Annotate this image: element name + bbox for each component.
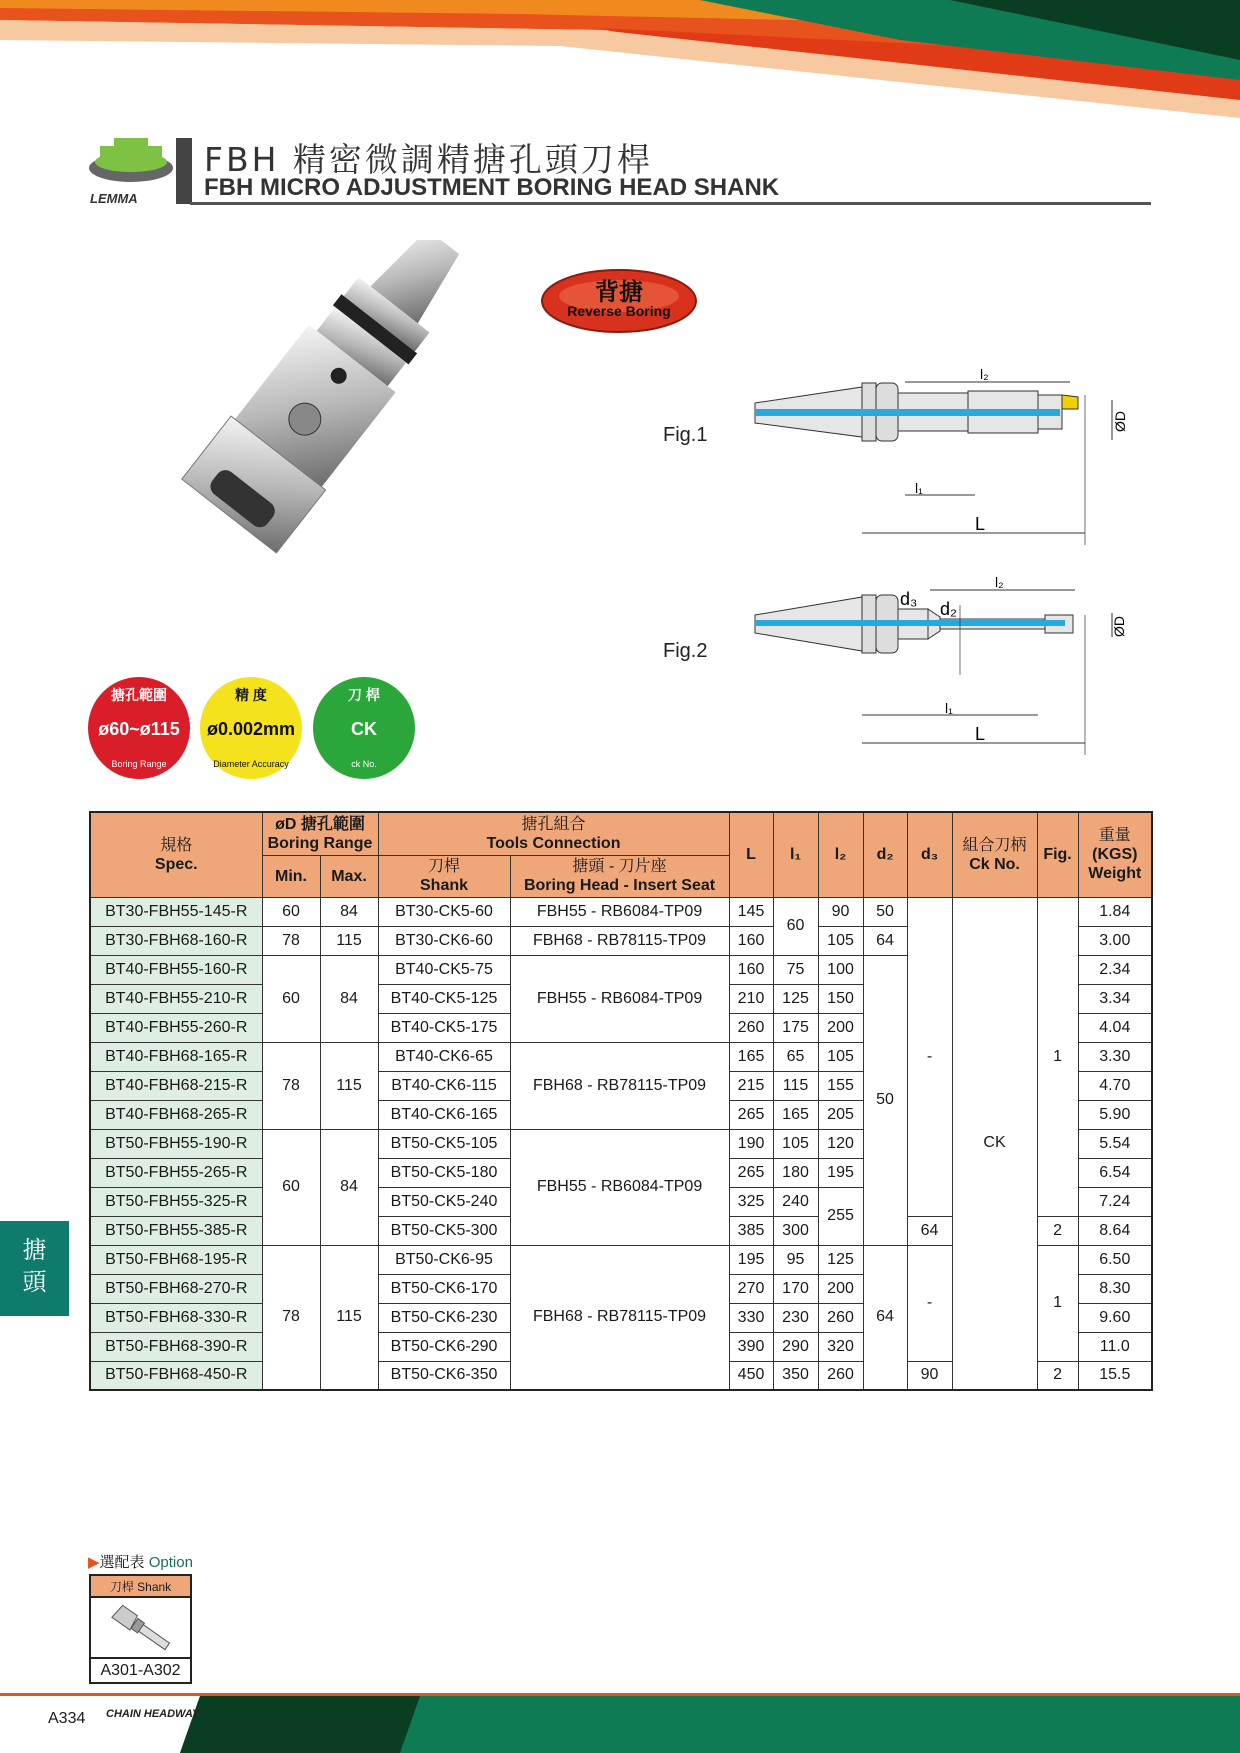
cell-max: 84: [320, 955, 378, 1042]
th-weight-unit: (KGS): [1092, 846, 1138, 864]
th-L: L: [729, 812, 773, 897]
cell-spec: BT50-FBH55-265-R: [90, 1158, 262, 1187]
badge-accuracy-top: 精 度: [235, 687, 267, 703]
cell-weight: 2.34: [1078, 955, 1152, 984]
footer-bar: [0, 1693, 1240, 1753]
option-shank-ref: A301-A302: [91, 1657, 190, 1682]
cell-l2: 320: [818, 1332, 863, 1361]
th-ck-cn: 組合刀柄: [962, 836, 1027, 854]
fig1-l1-label: l₁: [915, 480, 923, 496]
triangle-icon: ▶: [88, 1554, 100, 1571]
cell-max: 84: [320, 897, 378, 926]
cell-l1: 290: [773, 1332, 818, 1361]
cell-l1: 350: [773, 1361, 818, 1390]
cell-weight: 4.70: [1078, 1071, 1152, 1100]
cell-l2: 125: [818, 1245, 863, 1274]
cell-L: 330: [729, 1303, 773, 1332]
cell-l2: 155: [818, 1071, 863, 1100]
cell-spec: BT40-FBH68-165-R: [90, 1042, 262, 1071]
cell-l2: 105: [818, 926, 863, 955]
cell-weight: 5.54: [1078, 1129, 1152, 1158]
badge-accuracy: [200, 677, 302, 779]
th-l2: l₂: [818, 812, 863, 897]
fig2-l1-label: l₁: [945, 700, 953, 716]
reverse-boring-cn: 背搪: [595, 278, 643, 306]
cell-l2: 105: [818, 1042, 863, 1071]
cell-l2: 260: [818, 1361, 863, 1390]
th-weight-en: Weight: [1088, 865, 1142, 883]
th-spec: [90, 812, 262, 897]
cell-shank: BT50-CK6-230: [378, 1303, 510, 1332]
th-ck: [952, 812, 1037, 897]
cell-d3: -: [907, 1245, 952, 1361]
cell-l1: 180: [773, 1158, 818, 1187]
cell-L: 145: [729, 897, 773, 926]
chain-headway-logo: [106, 1709, 199, 1719]
cell-shank: BT40-CK5-75: [378, 955, 510, 984]
reverse-boring-en: Reverse Boring: [567, 303, 671, 319]
cell-weight: 5.90: [1078, 1100, 1152, 1129]
cell-weight: 3.34: [1078, 984, 1152, 1013]
badge-boring-range-main: ø60~ø115: [98, 719, 180, 739]
cell-head: FBH55 - RB6084-TP09: [510, 955, 729, 1042]
cell-spec: BT50-FBH55-190-R: [90, 1129, 262, 1158]
fig2-D-label: ØD: [1111, 616, 1127, 637]
cell-L: 390: [729, 1332, 773, 1361]
cell-l1: 105: [773, 1129, 818, 1158]
th-head: [510, 855, 729, 897]
option-shank-card[interactable]: [89, 1574, 192, 1684]
th-range: [262, 812, 378, 855]
th-range-cn: øD 搪孔範圍: [275, 815, 365, 833]
cell-L: 265: [729, 1100, 773, 1129]
th-tools-cn: 搪孔組合: [521, 815, 586, 833]
cell-l2: 120: [818, 1129, 863, 1158]
cell-min: 78: [262, 1042, 320, 1129]
fig2-label: Fig.2: [663, 640, 708, 662]
cell-spec: BT40-FBH55-210-R: [90, 984, 262, 1013]
cell-spec: BT50-FBH68-195-R: [90, 1245, 262, 1274]
cell-shank: BT50-CK6-350: [378, 1361, 510, 1390]
th-d3: d₃: [907, 812, 952, 897]
fig1-D-label: ØD: [1112, 411, 1128, 432]
badge-ck: [313, 677, 415, 779]
cell-l1: 65: [773, 1042, 818, 1071]
cell-min: 60: [262, 1129, 320, 1245]
cell-fig: 1: [1037, 897, 1078, 1216]
th-tools-en: Tools Connection: [486, 834, 621, 852]
cell-shank: BT50-CK5-240: [378, 1187, 510, 1216]
fig1-l2-label: l₂: [980, 366, 989, 382]
cell-d3: 64: [907, 1216, 952, 1245]
lemma-logo: [86, 132, 176, 207]
product-photo: [150, 240, 570, 580]
cell-shank: BT50-CK6-95: [378, 1245, 510, 1274]
cell-l1: 75: [773, 955, 818, 984]
cell-L: 210: [729, 984, 773, 1013]
fig2-drawing: [750, 575, 1140, 755]
cell-max: 115: [320, 1042, 378, 1129]
th-spec-en: Spec.: [154, 855, 198, 873]
cell-spec: BT50-FBH68-270-R: [90, 1274, 262, 1303]
cell-spec: BT50-FBH68-450-R: [90, 1361, 262, 1390]
cell-l1: 230: [773, 1303, 818, 1332]
badge-boring-range: [88, 677, 190, 779]
cell-l2: 200: [818, 1274, 863, 1303]
badge-ck-top: 刀 桿: [348, 687, 380, 703]
cell-spec: BT50-FBH55-325-R: [90, 1187, 262, 1216]
cell-shank: BT50-CK5-300: [378, 1216, 510, 1245]
cell-shank: BT40-CK6-65: [378, 1042, 510, 1071]
cell-weight: 1.84: [1078, 897, 1152, 926]
cell-weight: 8.30: [1078, 1274, 1152, 1303]
cell-head: FBH55 - RB6084-TP09: [510, 1129, 729, 1245]
cell-shank: BT40-CK5-175: [378, 1013, 510, 1042]
cell-weight: 6.54: [1078, 1158, 1152, 1187]
cell-shank: BT30-CK5-60: [378, 897, 510, 926]
option-title-en: Option: [148, 1554, 193, 1571]
fig1-L-label: L: [975, 514, 986, 534]
cell-l2: 205: [818, 1100, 863, 1129]
option-title: [88, 1551, 193, 1572]
cell-d3: -: [907, 897, 952, 1216]
badge-ck-main: CK: [351, 719, 377, 739]
table-row: [90, 897, 1152, 926]
cell-d2: 64: [863, 1245, 907, 1390]
spec-table: [89, 811, 1153, 1391]
cell-min: 60: [262, 955, 320, 1042]
side-tab-line2: 頭: [22, 1269, 47, 1296]
cell-shank: BT30-CK6-60: [378, 926, 510, 955]
cell-L: 325: [729, 1187, 773, 1216]
cell-weight: 11.0: [1078, 1332, 1152, 1361]
cell-fig: 2: [1037, 1361, 1078, 1390]
th-head-en: Boring Head - Insert Seat: [523, 877, 716, 894]
th-shank-en: Shank: [420, 877, 469, 894]
cell-min: 78: [262, 926, 320, 955]
cell-shank: BT40-CK6-115: [378, 1071, 510, 1100]
cell-l2: 255: [818, 1187, 863, 1245]
cell-spec: BT50-FBH68-390-R: [90, 1332, 262, 1361]
option-shank-head: 刀桿 Shank: [91, 1576, 190, 1598]
cell-max: 115: [320, 1245, 378, 1390]
th-tools: [378, 812, 729, 855]
cell-L: 450: [729, 1361, 773, 1390]
cell-spec: BT40-FBH55-260-R: [90, 1013, 262, 1042]
cell-min: 78: [262, 1245, 320, 1390]
cell-L: 160: [729, 955, 773, 984]
badge-ck-sub: ck No.: [351, 759, 377, 769]
cell-shank: BT50-CK5-180: [378, 1158, 510, 1187]
th-weight: [1078, 812, 1152, 897]
cell-l1: 170: [773, 1274, 818, 1303]
cell-shank: BT40-CK5-125: [378, 984, 510, 1013]
fig1-label: Fig.1: [663, 424, 708, 446]
cell-max: 115: [320, 926, 378, 955]
th-shank: [378, 855, 510, 897]
th-head-cn: 搪頭 - 刀片座: [572, 858, 667, 875]
cell-l1: 125: [773, 984, 818, 1013]
title-accent-bar: [176, 138, 192, 204]
cell-spec: BT40-FBH55-160-R: [90, 955, 262, 984]
page-title-en: FBH MICRO ADJUSTMENT BORING HEAD SHANK: [204, 174, 780, 201]
cell-L: 215: [729, 1071, 773, 1100]
cell-l2: 200: [818, 1013, 863, 1042]
cell-shank: BT50-CK5-105: [378, 1129, 510, 1158]
badge-accuracy-main: ø0.002mm: [206, 719, 296, 739]
cell-l1: 115: [773, 1071, 818, 1100]
cell-L: 385: [729, 1216, 773, 1245]
side-tab-line1: 搪: [22, 1237, 47, 1264]
cell-L: 165: [729, 1042, 773, 1071]
cell-spec: BT40-FBH68-215-R: [90, 1071, 262, 1100]
cell-head: FBH68 - RB78115-TP09: [510, 926, 729, 955]
cell-l1: 240: [773, 1187, 818, 1216]
title-rule: [190, 202, 1151, 205]
cell-head: FBH68 - RB78115-TP09: [510, 1042, 729, 1129]
page-number: A334: [48, 1710, 86, 1727]
cell-weight: 6.50: [1078, 1245, 1152, 1274]
cell-d2: 50: [863, 897, 907, 926]
th-spec-cn: 規格: [160, 836, 193, 854]
th-l1: l₁: [773, 812, 818, 897]
cell-weight: 3.30: [1078, 1042, 1152, 1071]
th-d2: d₂: [863, 812, 907, 897]
cell-fig: 2: [1037, 1216, 1078, 1245]
cell-max: 84: [320, 1129, 378, 1245]
cell-l2: 90: [818, 897, 863, 926]
cell-L: 265: [729, 1158, 773, 1187]
cell-l2: 100: [818, 955, 863, 984]
fig1-drawing: [750, 365, 1140, 545]
cell-weight: 9.60: [1078, 1303, 1152, 1332]
th-range-en: Boring Range: [267, 834, 373, 852]
cell-l1: 95: [773, 1245, 818, 1274]
fig2-d2-label: d₂: [940, 599, 957, 619]
cell-l1: 300: [773, 1216, 818, 1245]
option-title-cn: 選配表: [99, 1554, 145, 1571]
logo-text: LEMMA: [90, 191, 138, 206]
cell-d2: 64: [863, 926, 907, 955]
cell-weight: 15.5: [1078, 1361, 1152, 1390]
cell-min: 60: [262, 897, 320, 926]
th-fig: Fig.: [1037, 812, 1078, 897]
cell-shank: BT40-CK6-165: [378, 1100, 510, 1129]
cell-spec: BT30-FBH68-160-R: [90, 926, 262, 955]
cell-weight: 7.24: [1078, 1187, 1152, 1216]
cell-head: FBH68 - RB78115-TP09: [510, 1245, 729, 1390]
fig2-d3-label: d₃: [900, 589, 918, 609]
cell-shank: BT50-CK6-290: [378, 1332, 510, 1361]
page-title-cn: FBH 精密微調精搪孔頭刀桿: [204, 140, 653, 179]
cell-spec: BT50-FBH55-385-R: [90, 1216, 262, 1245]
cell-d3: 90: [907, 1361, 952, 1390]
badge-accuracy-sub: Diameter Accuracy: [213, 759, 289, 769]
th-ck-en: Ck No.: [969, 855, 1020, 873]
cell-weight: 8.64: [1078, 1216, 1152, 1245]
cell-L: 160: [729, 926, 773, 955]
cell-weight: 3.00: [1078, 926, 1152, 955]
cell-head: FBH55 - RB6084-TP09: [510, 897, 729, 926]
cell-l1: 165: [773, 1100, 818, 1129]
cell-spec: BT30-FBH55-145-R: [90, 897, 262, 926]
th-min: Min.: [262, 855, 320, 897]
header-banner: [0, 0, 1240, 120]
cell-ck: CK: [952, 897, 1037, 1390]
footer-brand: CHAIN HEADWAY: [106, 1708, 200, 1720]
th-weight-cn: 重量: [1098, 827, 1131, 845]
cell-L: 270: [729, 1274, 773, 1303]
badge-boring-range-top: 搪孔範圍: [111, 687, 167, 703]
cell-l1: 175: [773, 1013, 818, 1042]
cell-d2: 50: [863, 955, 907, 1245]
cell-l2: 195: [818, 1158, 863, 1187]
cell-l1: 60: [773, 897, 818, 955]
th-shank-cn: 刀桿: [428, 858, 461, 875]
shank-thumbnail: [91, 1598, 190, 1658]
badge-boring-range-sub: Boring Range: [111, 759, 167, 769]
cell-l2: 150: [818, 984, 863, 1013]
cell-L: 260: [729, 1013, 773, 1042]
fig2-L-label: L: [975, 724, 986, 744]
cell-spec: BT40-FBH68-265-R: [90, 1100, 262, 1129]
fig2-l2-label: l₂: [995, 575, 1004, 590]
th-max: Max.: [320, 855, 378, 897]
side-section-tab: [0, 1221, 69, 1316]
cell-shank: BT50-CK6-170: [378, 1274, 510, 1303]
cell-L: 195: [729, 1245, 773, 1274]
cell-l2: 260: [818, 1303, 863, 1332]
cell-spec: BT50-FBH68-330-R: [90, 1303, 262, 1332]
cell-weight: 4.04: [1078, 1013, 1152, 1042]
cell-fig: 1: [1037, 1245, 1078, 1361]
reverse-boring-badge: [540, 268, 698, 334]
cell-L: 190: [729, 1129, 773, 1158]
